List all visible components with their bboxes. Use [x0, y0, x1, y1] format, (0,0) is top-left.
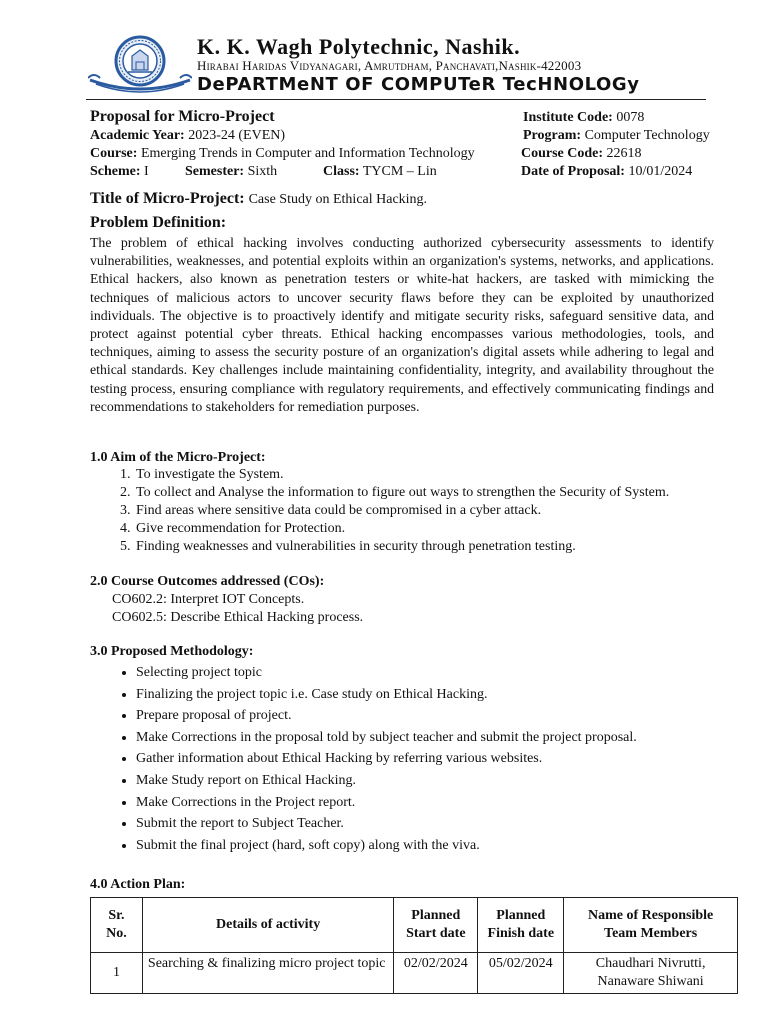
program: Program: Computer Technology	[523, 128, 710, 143]
college-seal-icon	[88, 34, 192, 94]
list-item: 2. To collect and Analyse the information to figure out ways to strengthen the Security of System.	[134, 484, 734, 502]
project-title: Title of Micro-Project: Case Study on Ethical Hacking.	[90, 190, 428, 207]
cell-sr: 1	[91, 953, 143, 994]
problem-definition-heading: Problem Definition:	[90, 214, 227, 231]
problem-definition-text: The problem of ethical hacking involves conducting authorized cybersecurity assessments to identify vulnerabilities, weaknesses, and potential exploits within an organization's systems, networks, and applications. Ethical hackers, also known as penetration testers or white-hat hackers, are tasked with mimicking the techniques of malicious actors to uncover security flaws before they can be exploited by unauthorized individuals. The objective is to proactively identify and mitigate security risks, safeguard sensitive data, and protect against potential cyber threats. Ethical hacking encompasses various methodologies, tools, and techniques, aiming to assess the security posture of an organization's digital assets while adhering to legal and ethical standards. Key challenges include maintaining confidentiality, integrity, and availability throughout the testing process, ensuring compliance with regulatory requirements, and effectively communicating findings and recommendations to stakeholders for remediation purposes.	[90, 235, 714, 414]
table-row	[91, 953, 738, 994]
institute-address: Hirabai Haridas Vidyanagari, Amrutdham, Panchavati,Nashik-422003	[197, 58, 582, 73]
header-divider	[86, 99, 706, 100]
institute-name: K. K. Wagh Polytechnic, Nashik.	[197, 34, 521, 59]
methodology-list	[112, 662, 736, 856]
list-item: • Prepare proposal of project.	[136, 705, 736, 727]
list-item: • Gather information about Ethical Hacking by referring various websites.	[136, 748, 736, 770]
semester: Semester: Sixth	[185, 164, 278, 179]
institute-code: Institute Code: 0078	[523, 110, 645, 125]
date-of-proposal: Date of Proposal: 10/01/2024	[521, 164, 693, 179]
cell-members: Chaudhari Nivrutti, Nanaware Shiwani	[564, 953, 738, 994]
column-header-sr: Sr. No.	[91, 898, 143, 953]
action-plan-heading: 4.0 Action Plan:	[90, 877, 186, 892]
cell-start: 02/02/2024	[394, 953, 478, 994]
cell-activity: Searching & finalizing micro project topic	[142, 953, 393, 994]
list-item: • Make Corrections in the proposal told by subject teacher and submit the project proposal.	[136, 727, 736, 749]
action-plan-table	[90, 897, 738, 994]
course: Course: Emerging Trends in Computer and Information Technology	[90, 146, 475, 161]
list-item: 5. Finding weaknesses and vulnerabilities in security through penetration testing.	[134, 538, 734, 556]
list-item: • Submit the final project (hard, soft copy) along with the viva.	[136, 835, 736, 857]
course-code: Course Code: 22618	[521, 146, 642, 161]
table-header-row	[91, 898, 738, 953]
academic-year: Academic Year: 2023-24 (EVEN)	[90, 128, 286, 143]
list-item: 3. Find areas where sensitive data could be compromised in a cyber attack.	[134, 502, 734, 520]
list-item: • Finalizing the project topic i.e. Case study on Ethical Hacking.	[136, 684, 736, 706]
list-item: 4. Give recommendation for Protection.	[134, 520, 734, 538]
aim-list	[112, 466, 734, 556]
scheme: Scheme: I	[90, 164, 149, 179]
cell-finish: 05/02/2024	[478, 953, 564, 994]
aim-heading: 1.0 Aim of the Micro-Project:	[90, 450, 266, 465]
proposal-heading: Proposal for Micro-Project	[90, 108, 275, 125]
outcomes-heading: 2.0 Course Outcomes addressed (COs):	[90, 574, 325, 589]
list-item: • Make Study report on Ethical Hacking.	[136, 770, 736, 792]
column-header-members: Name of Responsible Team Members	[564, 898, 738, 953]
department-name: DePARTMeNT OF COMPUTeR TecHNOLOGy	[197, 74, 640, 95]
column-header-details: Details of activity	[142, 898, 393, 953]
column-header-finish: Planned Finish date	[478, 898, 564, 953]
list-item: • Make Corrections in the Project report.	[136, 792, 736, 814]
list-item: • Submit the report to Subject Teacher.	[136, 813, 736, 835]
methodology-heading: 3.0 Proposed Methodology:	[90, 644, 254, 659]
list-item: 1. To investigate the System.	[134, 466, 734, 484]
outcome-item: CO602.5: Describe Ethical Hacking process.	[112, 610, 364, 625]
list-item: • Selecting project topic	[136, 662, 736, 684]
outcome-item: CO602.2: Interpret IOT Concepts.	[112, 592, 305, 607]
column-header-start: Planned Start date	[394, 898, 478, 953]
class: Class: TYCM – Lin	[323, 164, 437, 179]
